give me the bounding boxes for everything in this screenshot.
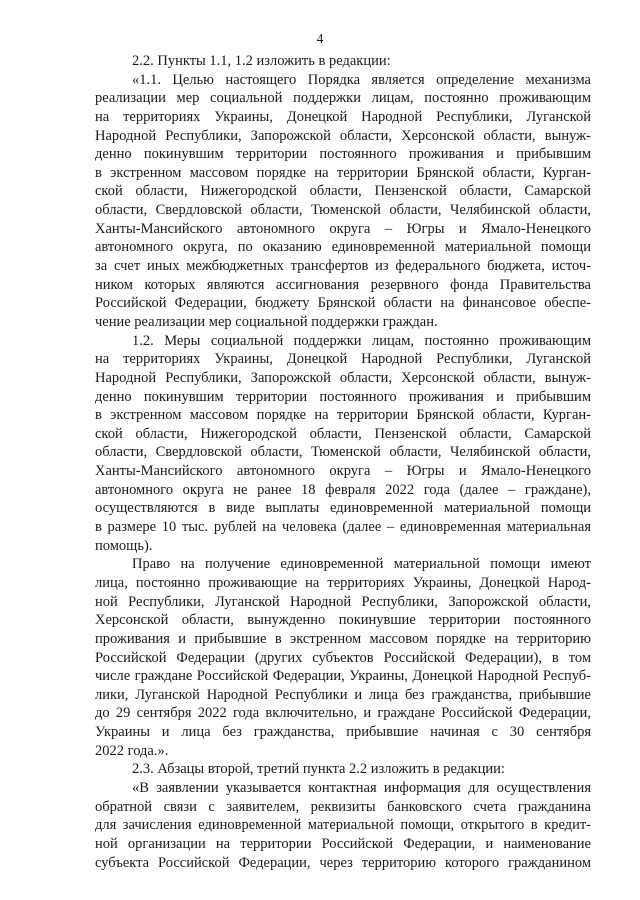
text-line: «1.1. Целью настоящего Порядка является определение механизма <box>132 71 591 88</box>
text-line: ной Республики, Луганской Народной Республики, Запорожской области, <box>95 593 591 610</box>
text-line: Ханты-Мансийского автономного округа – Югры и Ямало-Ненецкого <box>95 220 591 237</box>
text-line: Народной Республики, Запорожской области, Херсонской области, вынуж- <box>95 369 591 386</box>
text-line: помощь). <box>95 537 153 554</box>
text-line: Народной Республики, Запорожской области, Херсонской области, вынуж- <box>95 127 591 144</box>
text-line: осуществляются в виде выплаты единовременной материальной помощи <box>95 500 591 517</box>
page-number: 4 <box>316 31 324 46</box>
text-line: обратной связи с заявителем, реквизиты банковского счета гражданина <box>95 798 591 815</box>
text-line: автономного округа не ранее 18 февраля 2022 года (далее – граждане), <box>95 481 591 498</box>
text-line: субъекта Российской Федерации, через территорию которого гражданином <box>95 854 591 871</box>
text-line: ной организации на территории Российской Федерации, и наименование <box>95 835 591 852</box>
text-line: на территориях Украины, Донецкой Народной Республики, Луганской <box>95 108 591 125</box>
text-line: Право на получение единовременной материальной помощи имеют <box>132 556 591 573</box>
text-line: в экстренном массовом порядке на территории Брянской области, Курган- <box>95 164 591 181</box>
text-line: в экстренном массовом порядке на территории Брянской области, Курган- <box>95 407 591 424</box>
text-line: чение реализации мер социальной поддержки граждан. <box>95 313 438 330</box>
text-line: Херсонской области, вынужденно покинувшие территории постоянного <box>95 612 591 629</box>
text-line: реализации мер социальной поддержки лицам, постоянно проживающим <box>95 90 591 107</box>
text-line: ской области, Нижегородской области, Пензенской области, Самарской <box>95 183 591 200</box>
text-line: области, Свердловской области, Тюменской области, Челябинской области, <box>95 444 591 461</box>
text-line: автономного округа, по оказанию единовременной материальной помощи <box>95 239 591 256</box>
text-line: за счет иных межбюджетных трансфертов из федерального бюджета, источ- <box>95 258 591 275</box>
text-line: области, Свердловской области, Тюменской области, Челябинской области, <box>95 202 591 219</box>
text-line: Российской Федерации, бюджету Брянской области на финансовое обеспе- <box>95 295 591 312</box>
text-line: числе граждане Российской Федерации, Украины, Донецкой Народной Респуб- <box>95 668 591 685</box>
text-line: Российской Федерации (других субъектов Российской Федерации), в том <box>95 649 591 666</box>
text-line: проживания и прибывшие в экстренном массовом порядке на территорию <box>95 630 591 647</box>
text-line: Ханты-Мансийского автономного округа – Югры и Ямало-Ненецкого <box>95 463 591 480</box>
text-line: денно покинувшим территории постоянного проживания и прибывшим <box>95 146 591 163</box>
text-line: для зачисления единовременной материальной помощи, открытого в кредит- <box>95 817 591 834</box>
text-line: «В заявлении указывается контактная информация для осуществления <box>132 779 591 796</box>
text-line: Украины и лица без гражданства, прибывшие начиная с 30 сентября <box>95 724 591 741</box>
text-line: 1.2. Меры социальной поддержки лицам, постоянно проживающим <box>132 332 591 349</box>
document-body <box>95 52 591 872</box>
text-line: 2022 года.». <box>95 742 169 759</box>
text-line: на территориях Украины, Донецкой Народной Республики, Луганской <box>95 351 591 368</box>
text-line: ской области, Нижегородской области, Пензенской области, Самарской <box>95 425 591 442</box>
text-line: 2.2. Пункты 1.1, 1.2 изложить в редакции: <box>132 53 391 69</box>
text-line: 2.3. Абзацы второй, третий пункта 2.2 изложить в редакции: <box>132 761 505 778</box>
text-line: лики, Луганской Народной Республики и лица без гражданства, прибывшие <box>95 686 591 703</box>
text-line: лица, постоянно проживающие на территориях Украины, Донецкой Народ- <box>95 574 591 591</box>
text-line: денно покинувшим территории постоянного проживания и прибывшим <box>95 388 591 405</box>
text-line: до 29 сентября 2022 года включительно, и граждане Российской Федерации, <box>95 705 591 722</box>
text-line: в размере 10 тыс. рублей на человека (далее – единовременная материальная <box>95 519 591 536</box>
text-line: ником которых являются ассигнования резервного фонда Правительства <box>95 276 591 293</box>
